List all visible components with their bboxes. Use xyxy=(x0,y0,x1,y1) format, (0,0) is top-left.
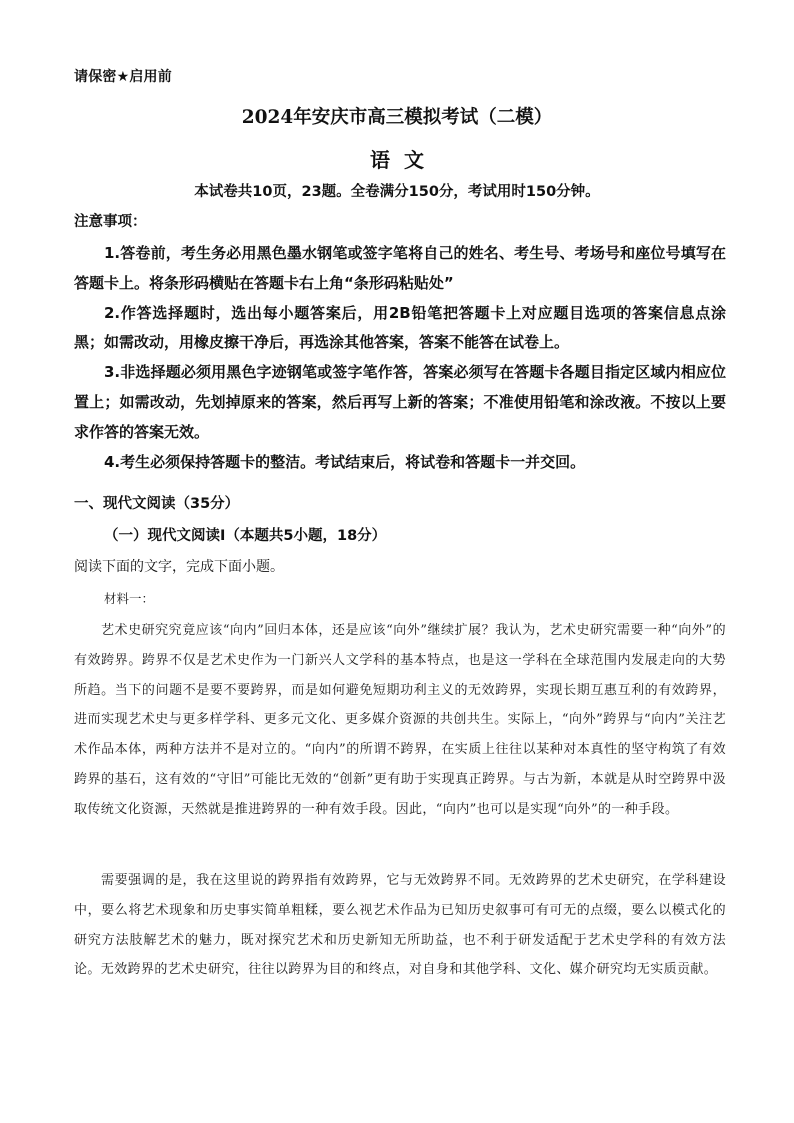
subject-title: 语文 xyxy=(370,148,438,172)
section-title: 一、现代文阅读（35分） xyxy=(74,496,240,512)
paragraph-text: 需要强调的是，我在这里说的跨界指有效跨界，它与无效跨界不同。无效跨界的艺术史研究，在学科建设中，要么将艺术现象和历史事实简单粗糅，要么视艺术作品为已知历史叙事可有可无的点缀，要么以模式化的研究方法肢解艺术的魅力，既对探究艺术和历史新知无所助益，也不利于研发适配于艺术史学科的有效方法论。无效跨界的艺术史研究，往往以跨界为目的和终点，对自身和其他学科、文化、媒介研究均无实质贡献。 xyxy=(74,873,726,978)
reading-instruction: 阅读下面的文字，完成下面小题。 xyxy=(74,559,284,575)
notes-list xyxy=(74,239,726,477)
note-item: 3.非选择题必须用黑色字迹钢笔或签字笔作答，答案必须写在答题卡各题目指定区域内相应位置上；如需改动，先划掉原来的答案，然后再写上新的答案；不准使用铅笔和涂改液。不按以上要求作答的答案无效。 xyxy=(74,363,726,441)
note-item: 4.考生必须保持答题卡的整洁。考试结束后，将试卷和答题卡一并交回。 xyxy=(104,452,586,471)
notes-heading: 注意事项： xyxy=(74,214,147,230)
material-paragraph xyxy=(74,866,726,985)
exam-info: 本试卷共10页，23题。全卷满分150分，考试用时150分钟。 xyxy=(194,184,600,200)
note-item: 1.答卷前，考生务必用黑色墨水钢笔或签字笔将自己的姓名、考生号、考场号和座位号填写在答题卡上。将条形码横贴在答题卡右上角“条形码粘贴处” xyxy=(74,244,726,292)
material-paragraph xyxy=(74,616,726,825)
material-label: 材料一： xyxy=(104,591,155,606)
confidential-label: 请保密★启用前 xyxy=(74,69,172,85)
subsection-title: （一）现代文阅读Ⅰ（本题共5小题，18分） xyxy=(104,528,387,544)
note-item: 2.作答选择题时，选出每小题答案后，用2B铅笔把答题卡上对应题目选项的答案信息点涂黑；如需改动，用橡皮擦干净后，再选涂其他答案，答案不能答在试卷上。 xyxy=(74,303,726,352)
paragraph-text: 艺术史研究究竟应该“向内”回归本体，还是应该“向外”继续扩展？我认为，艺术史研究需要一种“向外”的有效跨界。跨界不仅是艺术史作为一门新兴人文学科的基本特点，也是这一学科在全球范围内发展走向的大势所趋。当下的问题不是要不要跨界，而是如何避免短期功利主义的无效跨界，实现长期互惠互利的有效跨界，进而实现艺术史与更多样学科、更多元文化、更多媒介资源的共创共生。实际上，“向外”跨界与“向内”关注艺术作品本体，两种方法并不是对立的。“向内”的所谓不跨界，在实质上往往以某种对本真性的坚守构筑了有效跨界的基石，这有效的“守旧”可能比无效的“创新”更有助于实现真正跨界。与古为新，本就是从时空跨界中汲取传统文化资源，天然就是推进跨界的一种有效手段。因此，“向内”也可以是实现“向外”的一种手段。 xyxy=(74,623,726,817)
exam-title: 2024年安庆市高三模拟考试（二模） xyxy=(241,107,553,128)
